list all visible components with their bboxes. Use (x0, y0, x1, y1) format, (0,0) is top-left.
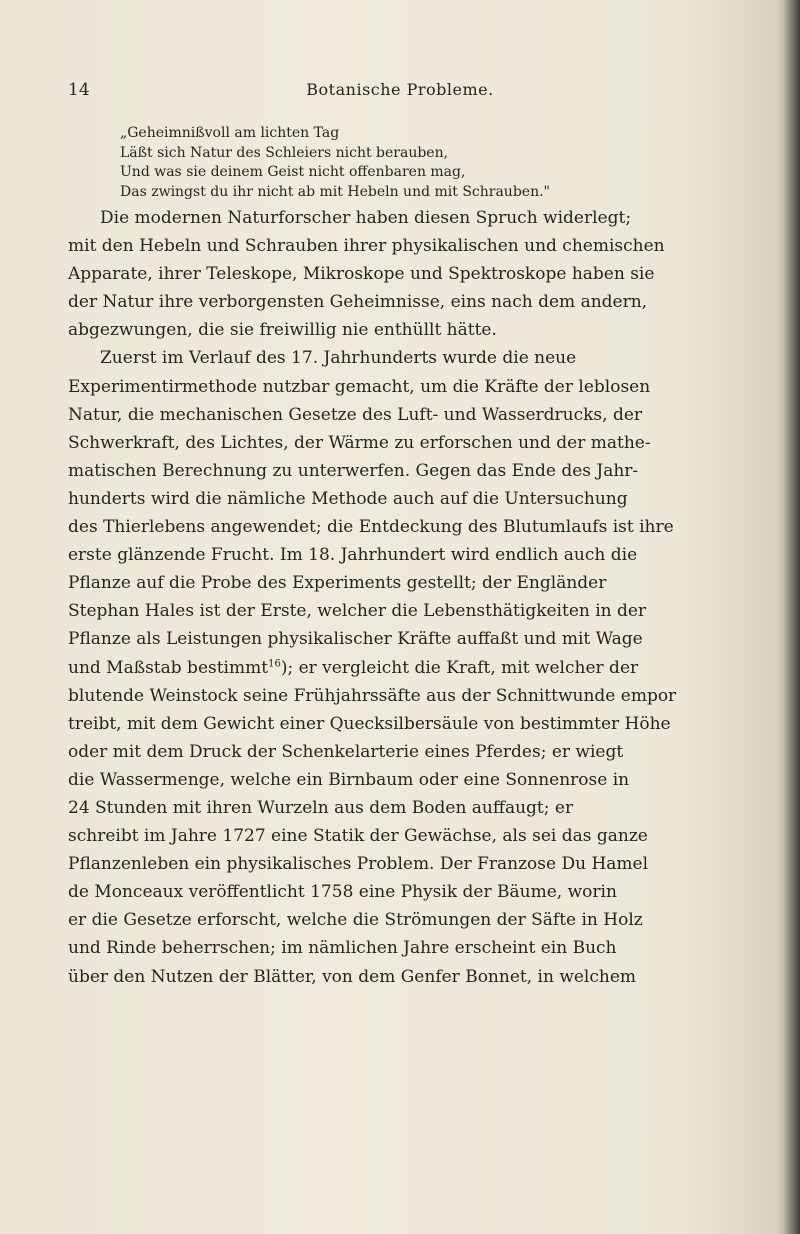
text-line-content: Pflanze als Leistungen physikalischer Kräfte auffaßt und mit Wage (68, 629, 643, 650)
epigraph (120, 124, 740, 202)
text-line-content: treibt, mit dem Gewicht einer Quecksilbersäule von bestimmter Höhe (68, 713, 671, 734)
text-line (68, 738, 768, 766)
text-line-content: des Thierlebens angewendet; die Entdeckung des Blutumlaufs ist ihre (68, 517, 674, 538)
text-line (68, 316, 768, 344)
text-line-content: 24 Stunden mit ihren Wurzeln aus dem Boden auffaugt; er (68, 797, 574, 818)
text-line (68, 963, 768, 991)
text-line (68, 485, 768, 513)
epigraph-line: Und was sie deinem Geist nicht offenbaren mag, (120, 164, 466, 181)
text-line (68, 401, 768, 429)
text-line-content: hunderts wird die nämliche Methode auch auf die Untersuchung (68, 488, 628, 509)
text-line (68, 373, 768, 401)
text-line-content: abgezwungen, die sie freiwillig nie enthüllt hätte. (68, 320, 497, 341)
text-line-content: de Monceaux veröffentlicht 1758 eine Physik der Bäume, worin (68, 882, 617, 903)
text-line-content: Die modernen Naturforscher haben diesen Spruch widerlegt; (100, 208, 632, 228)
text-line (68, 682, 768, 710)
text-line-content: mit den Hebeln und Schrauben ihrer physikalischen und chemischen (68, 236, 665, 257)
text-line-content: Zuerst im Verlauf des 17. Jahrhunderts wurde die neue (100, 348, 577, 369)
text-line (68, 794, 768, 822)
text-line-content: und Maßstab bestimmt (68, 657, 269, 678)
text-line-content: Apparate, ihrer Teleskope, Mikroskope und Spektroskope haben sie (68, 264, 655, 285)
text-line (68, 569, 768, 597)
text-line-content: Pflanzenleben ein physikalisches Problem. Der Franzose Du Hamel (68, 854, 649, 875)
text-line (68, 288, 768, 316)
page-edge-shadow (784, 0, 800, 1234)
text-line (68, 260, 768, 288)
body-text (68, 204, 768, 991)
text-line (68, 766, 768, 794)
text-line-content: erste glänzende Frucht. Im 18. Jahrhundert wird endlich auch die (68, 545, 638, 566)
running-head (0, 80, 800, 104)
text-line (68, 597, 768, 625)
text-line (68, 541, 768, 569)
epigraph-line: „Geheimnißvoll am lichten Tag (120, 125, 340, 141)
text-line-content: er die Gesetze erforscht, welche die Strömungen der Säfte in Holz (68, 910, 643, 931)
epigraph-line: Das zwingst du ihr nicht ab mit Hebeln und mit Schrauben." (120, 183, 550, 200)
text-line (68, 710, 768, 738)
text-line-content: die Wassermenge, welche ein Birnbaum oder eine Sonnenrose in (68, 769, 630, 790)
text-line-content: Natur, die mechanischen Gesetze des Luft- und Wasserdrucks, der (68, 404, 643, 425)
page-number: 14 (68, 80, 90, 100)
text-line (68, 934, 768, 962)
text-line-content: Stephan Hales ist der Erste, welcher die Lebensthätigkeiten in der (68, 601, 647, 622)
text-line (68, 878, 768, 906)
text-line (68, 850, 768, 878)
text-line (68, 232, 768, 260)
text-line-content: über den Nutzen der Blätter, von dem Genfer Bonnet, in welchem (68, 966, 637, 987)
text-line (68, 822, 768, 850)
text-line-content: ); er vergleicht die Kraft, mit welcher der (280, 657, 639, 678)
text-line (68, 625, 768, 653)
text-line-content: matischen Berechnung zu unterwerfen. Gegen das Ende des Jahr- (68, 460, 639, 481)
text-line (68, 457, 768, 485)
footnote-marker[interactable]: 16 (268, 657, 281, 669)
text-line-content: und Rinde beherrschen; im nämlichen Jahre erscheint ein Buch (68, 938, 617, 959)
text-line-content: schreibt im Jahre 1727 eine Statik der Gewächse, als sei das ganze (68, 826, 648, 847)
text-line-content: blutende Weinstock seine Frühjahrssäfte aus der Schnittwunde empor (68, 685, 677, 706)
text-line-content: Pflanze auf die Probe des Experiments gestellt; der Engländer (68, 573, 607, 594)
text-line-content: der Natur ihre verborgensten Geheimnisse, eins nach dem andern, (68, 292, 648, 313)
epigraph-line: Läßt sich Natur des Schleiers nicht berauben, (120, 144, 449, 161)
text-line (68, 513, 768, 541)
text-line (68, 344, 768, 372)
text-line (68, 654, 768, 682)
running-head-title: Botanische Probleme. (306, 80, 494, 99)
text-line (68, 429, 768, 457)
text-line-content: oder mit dem Druck der Schenkelarterie eines Pferdes; er wiegt (68, 741, 624, 762)
text-line-content: Schwerkraft, des Lichtes, der Wärme zu erforschen und der mathe- (68, 432, 651, 453)
text-line-content: Experimentirmethode nutzbar gemacht, um die Kräfte der leblosen (68, 376, 651, 397)
text-line (68, 906, 768, 934)
text-line (68, 204, 768, 232)
